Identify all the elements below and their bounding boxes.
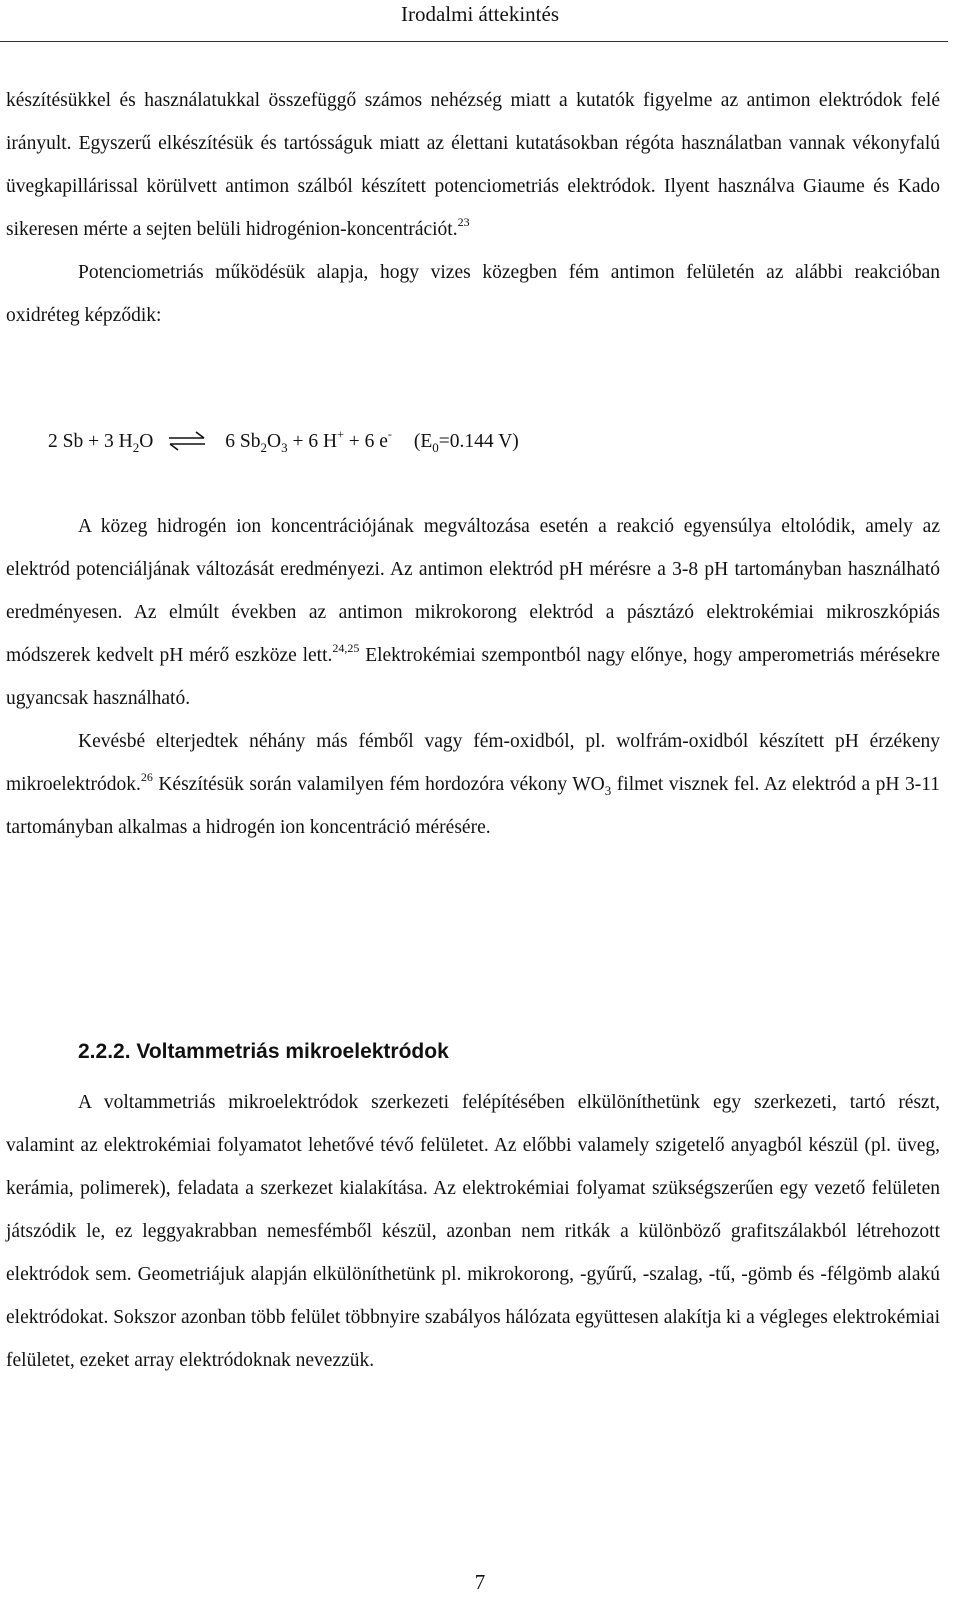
paragraph-other-metals-text1: Kevésbé elterjedtek néhány más fémből vagy fém-oxidból, pl. wolfrám-oxidból készített pH érzékeny mikroelektródok. [6,731,940,795]
eq-part: + 6 e [343,431,388,452]
paragraph-antimon-intro-text: készítésükkel és használatukkal összefüggő számos nehézség miatt a kutatók figyelme az antimon elektródok felé irányult. Egyszerű elkészítésük és tartósságuk miatt az élettani kutatásokban régóta használatban vannak vékonyfalú üvegkapillárissal körülvett antimon szálból készített potenciometriás elektródok. Ilyent használva Giaume és Kado sikeresen mérte a sejten belüli hidrogénion-koncentrációt. [6,90,940,240]
paragraph-voltammetric-text: A voltammetriás mikroelektródok szerkezeti felépítésében elkülöníthetünk egy szerkezeti, tartó részt, valamint az elektrokémiai folyamatot lehetővé tévő felületet. Az előbbi valamely szigetelő anyagból készül (pl. üveg, kerámia, polimerek), feladata a szerkezet kialakítása. Az elektrokémiai folyamat szükségszerűen egy vezető felületen játszódik le, ez leggyakrabban nemesfémből készül, azonban nem ritkák a különböző grafitszálakból létrehozott elektródok sem. Geometriájuk alapján elkülöníthetünk pl. mikrokorong, -gyűrű, -szalag, -tű, -gömb és -félgömb alakú elektródokat. Sokszor azonban több felület többnyire szabályos hálózata együttesen alakítja ki a végleges elektrokémiai felületet, ezeket array elektródoknak nevezzük. [6,1092,940,1371]
eq-reactants [48,431,154,455]
paragraph-potentiometric [6,251,940,337]
eq-part: + 6 H [287,431,338,452]
eq-part: 2 Sb + 3 H [48,431,133,452]
eq-part: 6 Sb [225,431,261,452]
paragraph-voltammetric [6,1081,940,1382]
eq-subscript: 2 [260,440,268,455]
paragraph-other-metals-text2: Készítésük során valamilyen fém hordozóra vékony WO [152,774,605,795]
paragraph-other-metals-text3: filmet visznek fel. Az elektród a pH 3-11 tartományban alkalmas a hidrogén ion koncentráció mérésére. [6,774,940,838]
paragraph-equilibrium-text1: A közeg hidrogén ion koncentrációjának megváltozása esetén a reakció egyensúlya eltolódik, amely az elektród potenciáljának változását eredményezi. Az antimon elektród pH mérésre a 3-8 pH tartományban használható eredményesen. Az elmúlt években az antimon mikrokorong elektród a pásztázó elektrokémiai mikroszkópiás módszerek kedvelt pH mérő eszköze lett. [6,516,940,666]
page-number: 7 [474,1570,486,1594]
eq-products [225,427,392,455]
paragraph-equilibrium [6,505,940,720]
running-header [0,0,960,30]
eq-superscript: + [337,427,344,441]
eq-part: O [139,431,154,452]
paragraph-antimon-intro [6,79,940,251]
header-rule [0,41,948,42]
equilibrium-arrow-icon [167,431,207,451]
wo3-subscript: 3 [604,783,612,798]
eq-standard-potential [413,431,519,455]
eq-part: O [267,431,282,452]
text-block-top [6,79,940,337]
section-heading: 2.2.2. Voltammetriás mikroelektródok [78,1040,449,1063]
eq-subscript: 3 [281,440,288,455]
eq-subscript: 0 [432,440,439,455]
text-block-middle [6,505,940,849]
text-block-bottom [6,1081,940,1382]
eq-subscript: 2 [132,440,140,455]
citation-23: 23 [457,215,470,229]
running-header-title: Irodalmi áttekintés [400,2,560,26]
reaction-equation [48,420,748,463]
paragraph-other-metals [6,720,940,849]
citation-24-25: 24,25 [332,641,360,655]
citation-26: 26 [140,770,153,784]
paragraph-potentiometric-text: Potenciometriás működésük alapja, hogy vizes közegben fém antimon felületén az alábbi reakcióban oxidréteg képződik: [6,262,940,326]
eq-superscript: - [387,427,392,441]
eq-part: =0.144 V) [438,431,519,452]
eq-part: (E [413,431,433,452]
paragraph-equilibrium-text2: Elektrokémiai szempontból nagy előnye, hogy amperometriás mérésekre ugyancsak használható. [6,645,940,709]
